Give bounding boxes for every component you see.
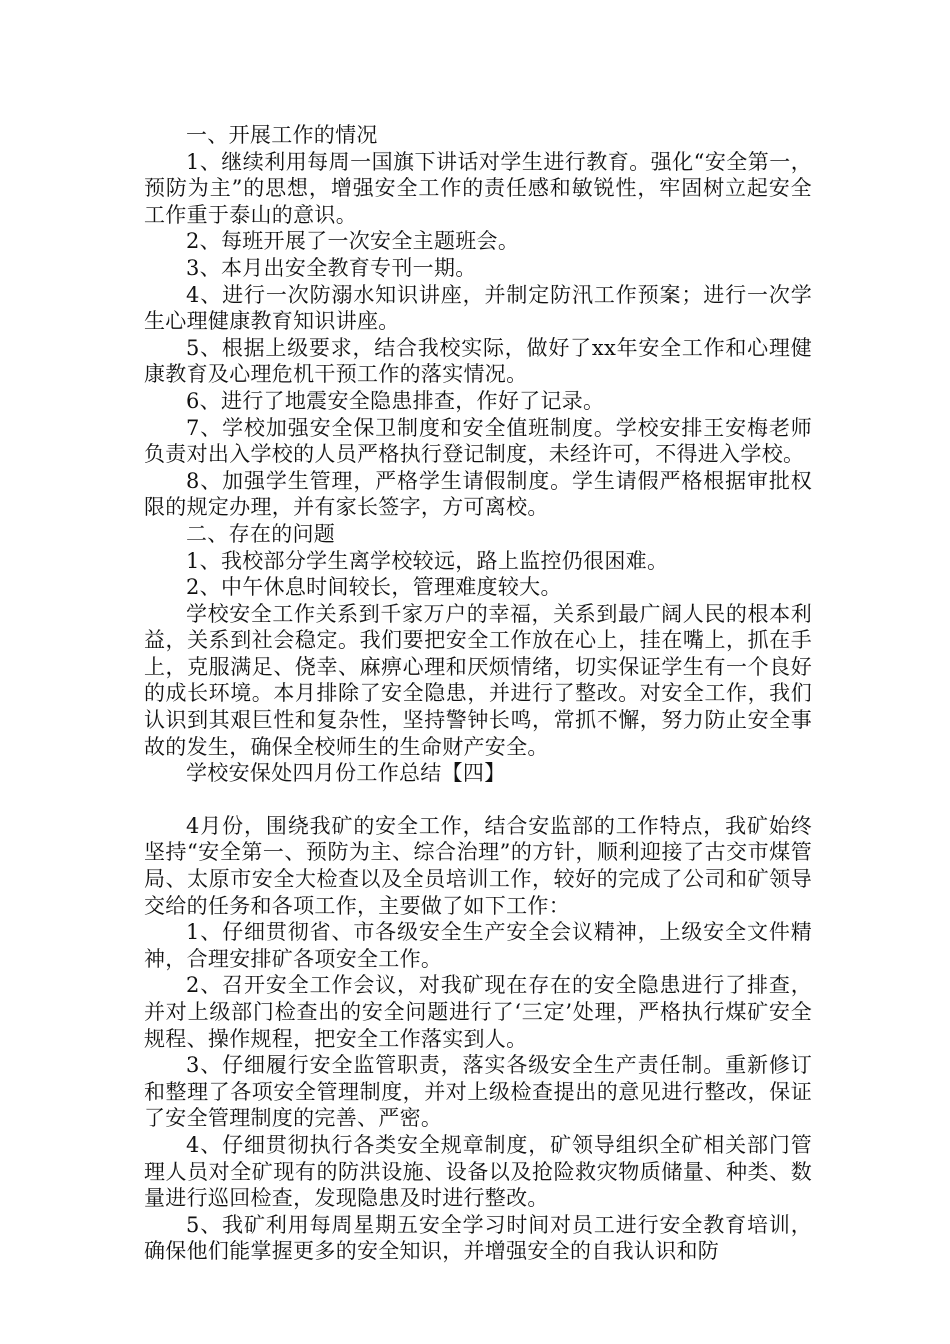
document-title: 学校安保处四月份工作总结【四】 [186, 761, 506, 786]
blank-line [144, 787, 812, 813]
paragraph: 3、本月出安全教育专刊一期。 [186, 255, 477, 280]
paragraph: 4、仔细贯彻执行各类安全规章制度，矿领导组织全矿相关部门管理人员对全矿现有的防洪设施、设备以及抢险救灾物质储量、种类、数量进行巡回检查，发现隐患及时进行整改。 [144, 1132, 812, 1211]
paragraph: 2、召开安全工作会议，对我矿现在存在的安全隐患进行了排查，并对上级部门检查出的安全问题进行了‘三定’处理，严格执行煤矿安全规程、操作规程，把安全工作落实到人。 [144, 973, 812, 1051]
paragraph: 1、仔细贯彻省、市各级安全生产安全会议精神，上级安全文件精神，合理安排矿各项安全工作。 [144, 920, 812, 971]
paragraph: 3、仔细履行安全监管职责，落实各级安全生产责任制。重新修订和整理了各项安全管理制度，并对上级检查提出的意见进行整改，保证了安全管理制度的完善、严密。 [144, 1053, 812, 1131]
paragraph: 1、我校部分学生离学校较远，路上监控仍很困难。 [186, 548, 669, 573]
paragraph: 1、继续利用每周一国旗下讲话对学生进行教育。强化“安全第一，预防为主”的思想，增强安全工作的责任感和敏锐性，牢固树立起安全工作重于泰山的意识。 [144, 149, 812, 227]
paragraph: 4、进行一次防溺水知识讲座，并制定防汛工作预案；进行一次学生心理健康教育知识讲座。 [144, 282, 812, 334]
paragraph: 5、根据上级要求，结合我校实际，做好了xx年安全工作和心理健康教育及心理危机干预工作的落实情况。 [144, 335, 812, 387]
paragraph: 2、每班开展了一次安全主题班会。 [186, 229, 520, 254]
section-heading: 一、开展工作的情况 [186, 123, 378, 147]
paragraph: 2、中午休息时间较长，管理难度较大。 [186, 575, 562, 600]
paragraph: 8、加强学生管理，严格学生请假制度。学生请假严格根据审批权限的规定办理，并有家长签字，方可离校。 [144, 468, 812, 520]
paragraph: 5、我矿利用每周星期五安全学习时间对员工进行安全教育培训，确保他们能掌握更多的安全知识，并增强安全的自我认识和防 [144, 1212, 812, 1264]
paragraph: 学校安全工作关系到千家万户的幸福，关系到最广阔人民的根本利益，关系到社会稳定。我们要把安全工作放在心上，挂在嘴上，抓在手上，克服满足、侥幸、麻痹心理和厌烦情绪，切实保证学生有一个良好的成长环境。本月排除了安全隐患，并进行了整改。对安全工作，我们认识到其艰巨性和复杂性，坚持警钟长鸣，常抓不懈，努力防止安全事故的发生，确保全校师生的生命财产安全。 [144, 601, 812, 759]
paragraph: 7、学校加强安全保卫制度和安全值班制度。学校安排王安梅老师负责对出入学校的人员严格执行登记制度，未经许可，不得进入学校。 [144, 415, 812, 467]
section-heading: 二、存在的问题 [186, 521, 336, 546]
paragraph: 4月份，围绕我矿的安全工作，结合安监部的工作特点，我矿始终坚持“安全第一、预防为主、综合治理”的方针，顺利迎接了古交市煤管局、太原市安全大检查以及全员培训工作，较好的完成了公司和矿领导交给的任务和各项工作，主要做了如下工作： [144, 813, 812, 918]
document-body [144, 122, 812, 1265]
paragraph: 6、进行了地震安全隐患排查，作好了记录。 [186, 388, 605, 413]
